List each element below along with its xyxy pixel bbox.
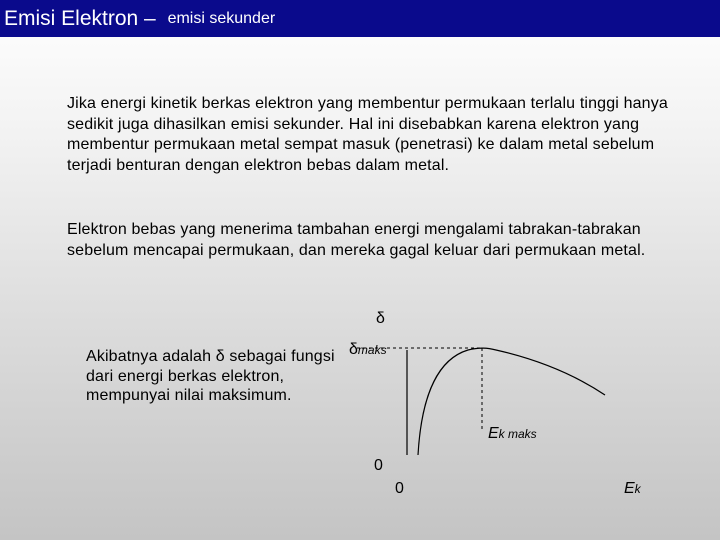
x-origin-label: 0	[395, 480, 404, 497]
ek-max-subscript: k maks	[498, 427, 537, 441]
paragraph-free-electrons: Elektron bebas yang menerima tambahan energi mengalami tabrakan-tabrakan sebelum mencapai permukaan, dan mereka gagal keluar dari permukaan metal.	[67, 221, 646, 259]
ek-max-label	[488, 425, 537, 443]
conclusion-note: Akibatnya adalah δ sebagai fungsi dari energi berkas elektron, mempunyai nilai maksimum.	[86, 348, 335, 404]
slide-title: Emisi Elektron –	[4, 6, 162, 30]
y-origin-label: 0	[374, 457, 383, 474]
delta-max-subscript: maks	[357, 343, 387, 357]
x-axis-label	[624, 480, 641, 498]
delta-max-label	[349, 341, 387, 359]
x-axis-symbol: E	[624, 480, 635, 497]
slide-subtitle: emisi sekunder	[167, 9, 276, 27]
y-axis-symbol: δ	[376, 310, 385, 327]
x-axis-subscript: k	[634, 482, 641, 496]
ek-max-symbol: E	[488, 425, 499, 442]
delta-max-symbol: δ	[349, 341, 358, 358]
paragraph-penetration: Jika energi kinetik berkas elektron yang membentur permukaan terlalu tinggi hanya sedikit juga dihasilkan emisi sekunder. Hal ini disebabkan karena elektron yang membentur permukaan metal sempat masuk (penetrasi) ke dalam metal sebelum terjadi benturan dengan elektron bebas dalam metal.	[67, 95, 668, 174]
